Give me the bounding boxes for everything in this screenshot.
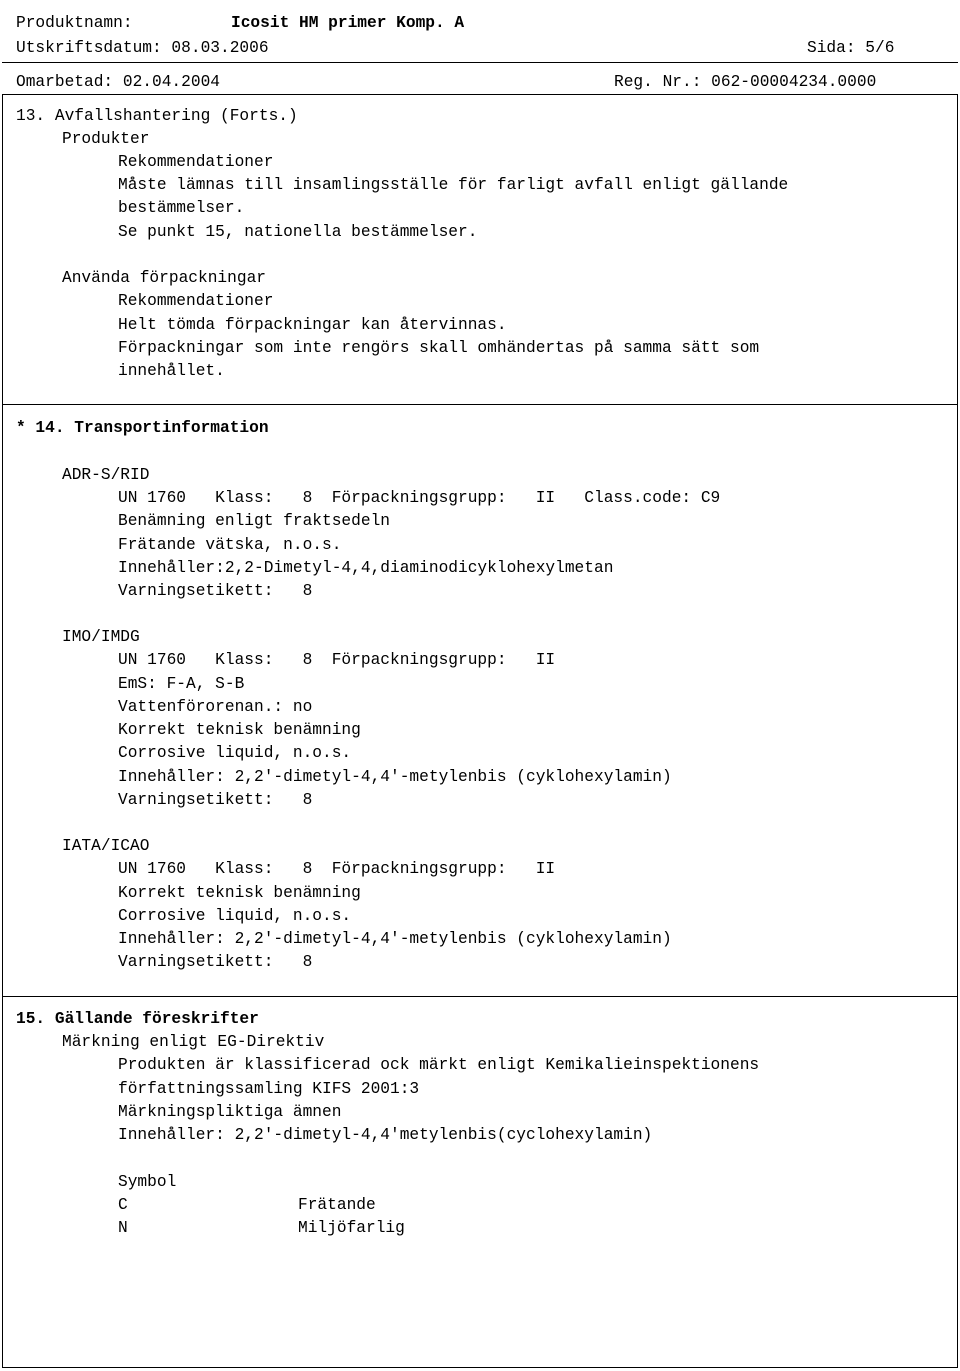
- symbol-code: N: [118, 1219, 128, 1237]
- imo-line: Corrosive liquid, n.o.s.: [118, 744, 352, 762]
- products-text: Se punkt 15, nationella bestämmelser.: [118, 223, 478, 241]
- symbol-code: C: [118, 1196, 128, 1214]
- packaging-label: Använda förpackningar: [62, 269, 266, 287]
- packaging-text: Helt tömda förpackningar kan återvinnas.: [118, 316, 507, 334]
- section-14-title: * 14. Transportinformation: [16, 419, 269, 437]
- products-text: bestämmelser.: [118, 199, 245, 217]
- iata-line: UN 1760 Klass: 8 Förpackningsgrupp: II: [118, 860, 556, 878]
- print-date: Utskriftsdatum: 08.03.2006: [16, 39, 269, 57]
- adr-line: Varningsetikett: 8: [118, 582, 313, 600]
- products-label: Produkter: [62, 130, 150, 148]
- imo-line: Innehåller: 2,2'-dimetyl-4,4'-metylenbis (cyklohexylamin): [118, 768, 672, 786]
- adr-line: Benämning enligt fraktsedeln: [118, 512, 390, 530]
- imo-line: EmS: F-A, S-B: [118, 675, 245, 693]
- adr-line: Innehåller:2,2-Dimetyl-4,4,diaminodicyklohexylmetan: [118, 559, 614, 577]
- iata-line: Varningsetikett: 8: [118, 953, 313, 971]
- product-label: Produktnamn:: [16, 14, 133, 32]
- iata-line: Corrosive liquid, n.o.s.: [118, 907, 352, 925]
- adr-line: UN 1760 Klass: 8 Förpackningsgrupp: II Class.code: C9: [118, 489, 721, 507]
- imo-label: IMO/IMDG: [62, 628, 140, 646]
- product-name: Icosit HM primer Komp. A: [231, 14, 465, 32]
- packaging-text: innehållet.: [118, 362, 225, 380]
- marking-text: Produkten är klassificerad ock märkt enligt Kemikalieinspektionens: [118, 1056, 760, 1074]
- header-divider: [2, 62, 958, 63]
- section-13-title: 13. Avfallshantering (Forts.): [16, 107, 298, 125]
- packaging-recommendations-label: Rekommendationer: [118, 292, 274, 310]
- iata-line: Korrekt teknisk benämning: [118, 884, 361, 902]
- section-15-title: 15. Gällande föreskrifter: [16, 1010, 259, 1028]
- page-number: Sida: 5/6: [807, 39, 895, 57]
- products-text: Måste lämnas till insamlingsställe för farligt avfall enligt gällande: [118, 176, 789, 194]
- revised-date: Omarbetad: 02.04.2004: [16, 73, 220, 91]
- imo-line: UN 1760 Klass: 8 Förpackningsgrupp: II: [118, 651, 556, 669]
- adr-line: Frätande vätska, n.o.s.: [118, 536, 342, 554]
- iata-line: Innehåller: 2,2'-dimetyl-4,4'-metylenbis (cyklohexylamin): [118, 930, 672, 948]
- iata-label: IATA/ICAO: [62, 837, 150, 855]
- adr-label: ADR-S/RID: [62, 466, 150, 484]
- section-divider: [2, 404, 958, 405]
- section-divider: [2, 996, 958, 997]
- symbol-meaning: Frätande: [298, 1196, 376, 1214]
- imo-line: Varningsetikett: 8: [118, 791, 313, 809]
- marking-text: Märkningspliktiga ämnen: [118, 1103, 342, 1121]
- packaging-text: Förpackningar som inte rengörs skall omhändertas på samma sätt som: [118, 339, 760, 357]
- imo-line: Korrekt teknisk benämning: [118, 721, 361, 739]
- symbol-meaning: Miljöfarlig: [298, 1219, 405, 1237]
- registration-number: Reg. Nr.: 062-00004234.0000: [614, 73, 877, 91]
- imo-line: Vattenförorenan.: no: [118, 698, 313, 716]
- symbol-label: Symbol: [118, 1173, 177, 1191]
- marking-text: Innehåller: 2,2'-dimetyl-4,4'metylenbis(cyclohexylamin): [118, 1126, 653, 1144]
- marking-text: författningssamling KIFS 2001:3: [118, 1080, 420, 1098]
- marking-label: Märkning enligt EG-Direktiv: [62, 1033, 325, 1051]
- recommendations-label: Rekommendationer: [118, 153, 274, 171]
